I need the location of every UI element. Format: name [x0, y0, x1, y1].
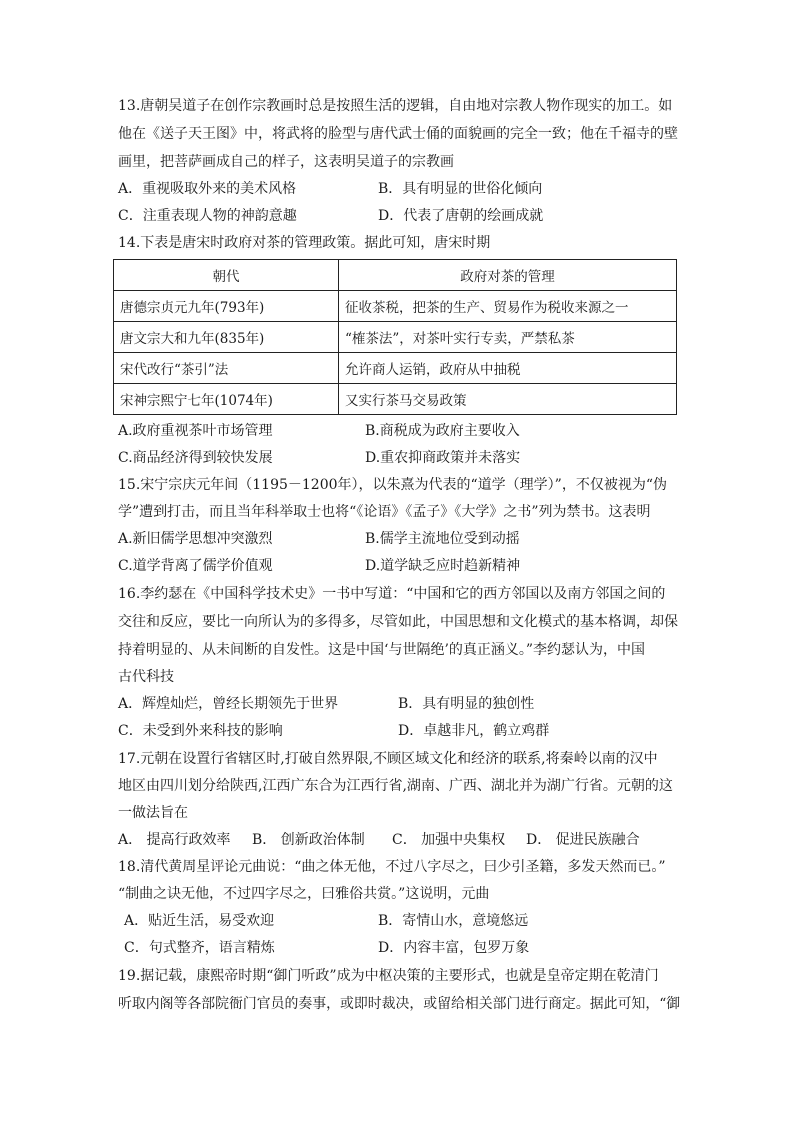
- q16-option-a[interactable]: A．辉煌灿烂，曾经长期领先于世界: [118, 696, 339, 712]
- tea-policy-table: [113, 259, 677, 415]
- q19-stem-line-2: 听取内阁等各部院衙门官员的奏事，或即时裁决，或留给相关部门进行商定。据此可知，“御: [118, 996, 681, 1012]
- q16-stem-line-1: 16.李约瑟在《中国科学技术史》一书中写道：“中国和它的西方邻国以及南方邻国之间的: [118, 586, 666, 602]
- q19-stem-line-1: 19.据记载，康熙帝时期“御门听政”成为中枢决策的主要形式，也就是皇帝定期在乾清门: [118, 968, 659, 984]
- q13-stem-line-1: 13.唐朝吴道子在创作宗教画时总是按照生活的逻辑，自由地对宗教人物作现实的加工。如: [118, 98, 673, 114]
- q13-option-c[interactable]: C．注重表现人物的神韵意趣: [118, 208, 297, 224]
- table-header-dynasty: 朝代: [114, 260, 339, 291]
- q17-stem-line-1: 17.元朝在设置行省辖区时,打破自然界限,不顾区域文化和经济的联系,将秦岭以南的汉中: [118, 751, 658, 767]
- q15-stem-line-1: 15.宋宁宗庆元年间（1195－1200年），以朱熹为代表的“道学（理学）”，不仅被视为“伪: [118, 477, 667, 493]
- table-cell-dynasty: 宋神宗熙宁七年(1074年): [114, 384, 339, 415]
- q15-option-d[interactable]: D.道学缺乏应时趋新精神: [365, 558, 521, 574]
- q17-stem-line-2: 地区由四川划分给陕西,江西广东合为江西行省,湖南、广西、湖北并为湖广行省。元朝的这: [118, 778, 673, 794]
- q18-option-b[interactable]: B．寄情山水，意境悠远: [378, 913, 529, 929]
- table-cell-dynasty: 唐文宗大和九年(835年): [114, 322, 339, 353]
- q16-option-b[interactable]: B．具有明显的独创性: [398, 696, 535, 712]
- table-cell-policy: “榷茶法”，对茶叶实行专卖，严禁私茶: [339, 322, 677, 353]
- q13-option-a[interactable]: A．重视吸取外来的美术风格: [118, 181, 297, 197]
- q17-option-a[interactable]: A． 提高行政效率: [118, 832, 231, 848]
- q18-stem-line-2: “制曲之诀无他，不过四字尽之，曰雅俗共赏。”这说明，元曲: [118, 886, 490, 902]
- q14-option-c[interactable]: C.商品经济得到较快发展: [118, 450, 273, 466]
- q18-stem-line-1: 18.清代黄周星评论元曲说：“曲之体无他，不过八字尽之，曰少引圣籍，多发天然而已。”: [118, 859, 666, 875]
- q18-option-a[interactable]: A．贴近生活，易受欢迎: [124, 913, 275, 929]
- q14-option-d[interactable]: D.重农抑商政策并未落实: [365, 450, 521, 466]
- q18-option-d[interactable]: D．内容丰富，包罗万象: [378, 940, 530, 956]
- q16-option-d[interactable]: D．卓越非凡，鹤立鸡群: [398, 723, 550, 739]
- q16-stem-line-4: 古代科技: [118, 669, 174, 685]
- q16-stem-line-2: 交往和反应，要比一向所认为的多得多，尽管如此，中国思想和文化模式的基本格调，却保: [118, 614, 678, 630]
- q14-option-b[interactable]: B.商税成为政府主要收入: [365, 423, 520, 439]
- table-cell-dynasty: 宋代改行“茶引”法: [114, 353, 339, 384]
- q13-option-d[interactable]: D．代表了唐朝的绘画成就: [378, 208, 544, 224]
- table-row: [114, 322, 677, 353]
- table-cell-policy: 征收茶税，把茶的生产、贸易作为税收来源之一: [339, 291, 677, 322]
- q15-stem-line-2: 学”遭到打击，而且当年科举取士也将“《论语》《孟子》《大学》之书”列为禁书。这表明: [118, 504, 651, 520]
- q14-stem: 14.下表是唐宋时政府对茶的管理政策。据此可知，唐宋时期: [118, 235, 491, 251]
- q18-option-c[interactable]: C．句式整齐，语言精炼: [124, 940, 275, 956]
- q15-option-c[interactable]: C.道学背离了儒学价值观: [118, 558, 273, 574]
- q16-stem-line-3: 持着明显的、从未间断的自发性。这是中国‘与世隔绝’的真正涵义。”李约瑟认为，中国: [118, 642, 646, 658]
- q15-option-a[interactable]: A.新旧儒学思想冲突激烈: [118, 531, 273, 547]
- q13-option-b[interactable]: B．具有明显的世俗化倾向: [378, 181, 543, 197]
- q15-option-b[interactable]: B.儒学主流地位受到动摇: [365, 531, 520, 547]
- q13-stem-line-2: 他在《送子天王图》中，将武将的脸型与唐代武士俑的面貌画的完全一致；他在千福寺的壁: [118, 126, 678, 142]
- q17-stem-line-3: 一做法旨在: [118, 805, 188, 821]
- q17-option-c[interactable]: C． 加强中央集权: [392, 832, 506, 848]
- q17-option-b[interactable]: B． 创新政治体制: [252, 832, 365, 848]
- q17-option-d[interactable]: D． 促进民族融合: [526, 832, 640, 848]
- table-row: [114, 353, 677, 384]
- q13-stem-line-3: 画里，把菩萨画成自己的样子，这表明吴道子的宗教画: [118, 154, 454, 170]
- table-cell-policy: 又实行茶马交易政策: [339, 384, 677, 415]
- table-row: [114, 384, 677, 415]
- q14-option-a[interactable]: A.政府重视茶叶市场管理: [118, 423, 273, 439]
- table-cell-dynasty: 唐德宗贞元九年(793年): [114, 291, 339, 322]
- table-row: [114, 291, 677, 322]
- q16-option-c[interactable]: C．未受到外来科技的影响: [118, 723, 283, 739]
- table-header-row: [114, 260, 677, 291]
- table-header-policy: 政府对茶的管理: [339, 260, 677, 291]
- table-cell-policy: 允许商人运销，政府从中抽税: [339, 353, 677, 384]
